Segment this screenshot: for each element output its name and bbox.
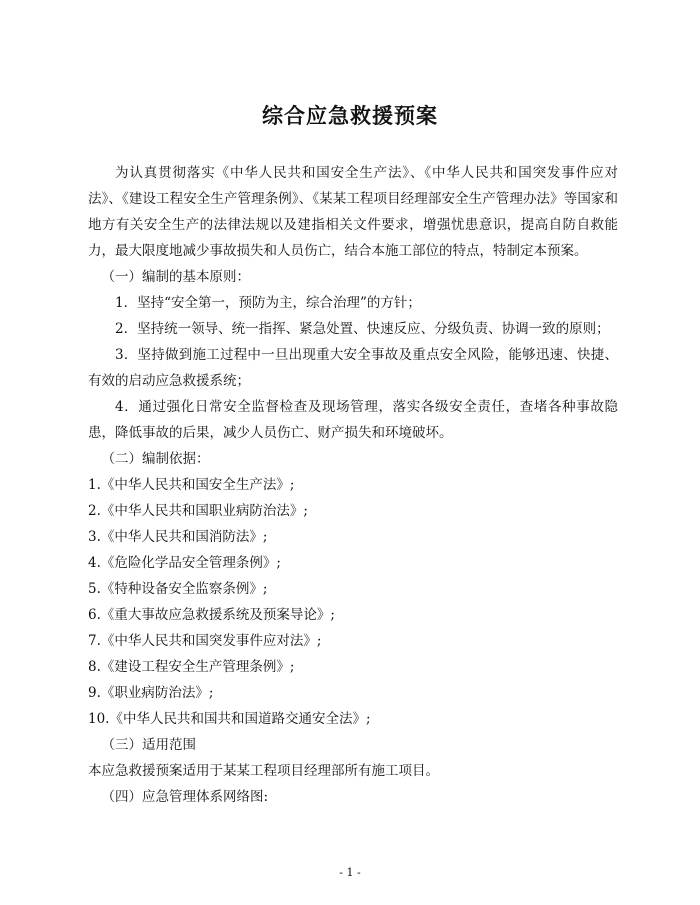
section-heading-principles: （一）编制的基本原则：	[101, 269, 250, 285]
section-heading-basis: （二）编制依据：	[101, 451, 210, 467]
scope-paragraph: 本应急救援预案适用于某某工程项目经理部所有施工项目。	[88, 763, 439, 779]
basis-item: 7.《中华人民共和国突发事件应对法》;	[88, 633, 322, 649]
basis-item: 10.《中华人民共和国共和国道路交通安全法》;	[88, 711, 371, 727]
basis-item: 4.《危险化学品安全管理条例》;	[88, 555, 281, 571]
intro-paragraph: 为认真贯彻落实《中华人民共和国安全生产法》、《中华人民共和国突发事件应对法》、《建设工程安全生产管理条例》、《某某工程项目经理部安全生产管理办法》等国家和地方有关安全生产的法律法规以及建指相关文件要求，增强忧患意识，提高自防自救能力，最大限度地减少事故损失和人员伤亡，结合本施工部位的特点，特制定本预案。	[88, 165, 618, 259]
page-number: - 1 -	[339, 866, 361, 879]
section-heading-scope: （三）适用范围	[101, 737, 196, 753]
basis-item: 5.《特种设备安全监察条例》;	[88, 581, 268, 597]
basis-item: 2.《中华人民共和国职业病防治法》;	[88, 503, 308, 519]
basis-item: 9.《职业病防治法》;	[88, 685, 214, 701]
basis-item: 8.《建设工程安全生产管理条例》;	[88, 659, 295, 675]
principle-item: 4．通过强化日常安全监督检查及现场管理，落实各级安全责任，查堵各种事故隐患，降低事故的后果，减少人员伤亡、财产损失和环境破坏。	[88, 399, 618, 441]
basis-item: 3.《中华人民共和国消防法》;	[88, 529, 268, 545]
page-title: 综合应急救援预案	[262, 104, 438, 128]
basis-item: 1.《中华人民共和国安全生产法》;	[88, 477, 295, 493]
principle-item: 2．坚持统一领导、统一指挥、紧急处置、快速反应、分级负责、协调一致的原则；	[115, 321, 610, 337]
document-body	[88, 160, 618, 810]
section-heading-network: （四）应急管理体系网络图:	[101, 789, 269, 805]
principle-item: 1．坚持“安全第一，预防为主，综合治理”的方针；	[115, 295, 421, 311]
basis-item: 6.《重大事故应急救援系统及预案导论》;	[88, 607, 335, 623]
principle-item: 3．坚持做到施工过程中一旦出现重大安全事故及重点安全风险，能够迅速、快捷、有效的启动应急救援系统；	[88, 347, 618, 389]
